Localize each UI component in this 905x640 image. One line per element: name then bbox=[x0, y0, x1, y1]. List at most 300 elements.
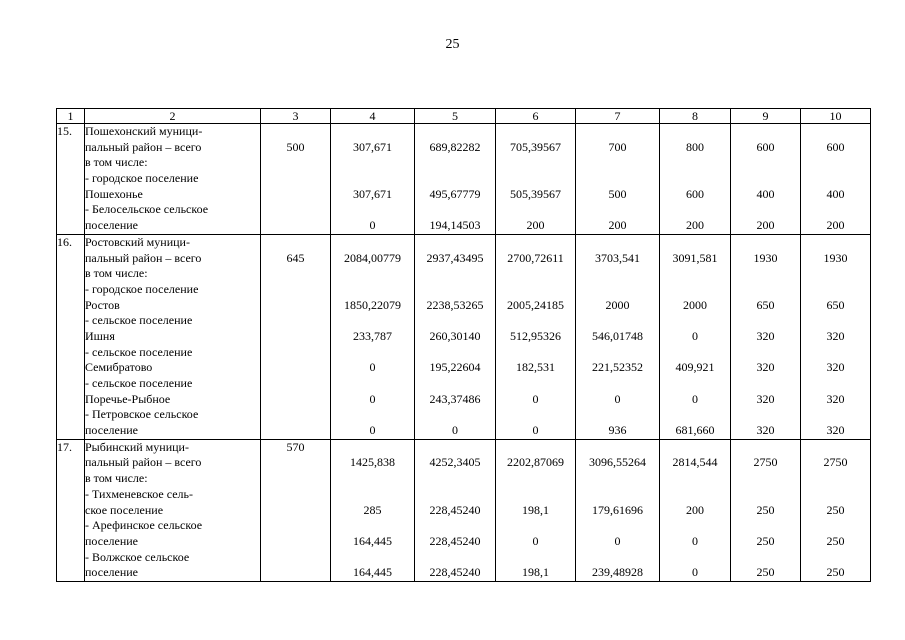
value-cell bbox=[331, 487, 414, 503]
value-cell bbox=[496, 487, 575, 503]
value-cell bbox=[415, 202, 495, 218]
value-cell bbox=[576, 266, 659, 282]
value-cell bbox=[801, 440, 870, 456]
value-cell bbox=[415, 282, 495, 298]
value-cell: 645 bbox=[286, 250, 305, 265]
value-cell bbox=[731, 407, 800, 423]
value-cell: 221,52352 bbox=[592, 360, 643, 375]
value-cell: 195,22604 bbox=[429, 360, 481, 375]
value-column-10 bbox=[801, 124, 871, 235]
value-cell: 239,48928 bbox=[592, 565, 643, 580]
value-cell bbox=[801, 376, 870, 392]
value-cell: 320 bbox=[756, 328, 775, 343]
value-cell: 200 bbox=[756, 218, 775, 233]
value-cell bbox=[576, 345, 659, 361]
value-cell bbox=[576, 471, 659, 487]
value-column-7 bbox=[576, 439, 660, 581]
value-cell bbox=[731, 266, 800, 282]
value-cell: 512,95326 bbox=[510, 328, 561, 343]
value-cell: 250 bbox=[826, 565, 845, 580]
description-line: Ростов bbox=[85, 297, 120, 312]
value-cell bbox=[496, 376, 575, 392]
value-cell: 400 bbox=[826, 186, 845, 201]
value-cell bbox=[576, 282, 659, 298]
value-cell: 2202,87069 bbox=[507, 455, 564, 470]
table-row bbox=[57, 234, 871, 439]
value-cell: 1425,838 bbox=[350, 455, 395, 470]
value-cell: 0 bbox=[369, 218, 376, 233]
description-line: Пошехонье bbox=[85, 186, 143, 201]
value-cell: 320 bbox=[826, 423, 845, 438]
district-description bbox=[85, 439, 261, 581]
value-cell bbox=[415, 171, 495, 187]
value-cell: 228,45240 bbox=[429, 565, 481, 580]
value-cell: 600 bbox=[826, 139, 845, 154]
description-line: поселение bbox=[85, 565, 139, 580]
value-cell bbox=[261, 298, 330, 314]
value-cell: 198,1 bbox=[522, 502, 549, 517]
value-cell bbox=[576, 518, 659, 534]
description-line: - сельское поселение bbox=[85, 344, 193, 359]
value-cell: 2238,53265 bbox=[426, 297, 484, 312]
value-cell: 2700,72611 bbox=[507, 250, 564, 265]
value-cell: 200 bbox=[686, 502, 704, 517]
value-cell bbox=[731, 550, 800, 566]
value-cell bbox=[261, 550, 330, 566]
value-cell bbox=[660, 550, 730, 566]
value-cell bbox=[261, 423, 330, 439]
value-cell bbox=[331, 313, 414, 329]
value-cell bbox=[496, 266, 575, 282]
value-cell bbox=[496, 440, 575, 456]
value-column-6 bbox=[496, 439, 576, 581]
header-cell: 2 bbox=[85, 109, 261, 124]
description-line: пальный район – всего bbox=[85, 455, 202, 470]
header-cell: 9 bbox=[731, 109, 801, 124]
value-cell: 2005,24185 bbox=[507, 297, 564, 312]
value-cell: 164,445 bbox=[353, 565, 392, 580]
value-cell bbox=[576, 550, 659, 566]
value-cell bbox=[261, 455, 330, 471]
value-cell bbox=[576, 171, 659, 187]
value-cell bbox=[660, 124, 730, 140]
value-cell: 0 bbox=[692, 533, 698, 548]
value-cell: 936 bbox=[608, 423, 627, 438]
value-cell: 250 bbox=[756, 565, 775, 580]
value-column-4 bbox=[331, 124, 415, 235]
value-cell bbox=[261, 202, 330, 218]
value-cell bbox=[576, 440, 659, 456]
value-cell bbox=[331, 345, 414, 361]
value-cell: 250 bbox=[756, 502, 775, 517]
value-cell: 250 bbox=[756, 533, 775, 548]
value-cell bbox=[731, 313, 800, 329]
value-cell bbox=[731, 376, 800, 392]
value-cell bbox=[261, 565, 330, 581]
district-description bbox=[85, 124, 261, 235]
value-cell: 200 bbox=[608, 218, 627, 233]
value-cell: 400 bbox=[756, 186, 775, 201]
value-cell: 2937,43495 bbox=[426, 250, 484, 265]
value-cell bbox=[660, 471, 730, 487]
value-cell: 250 bbox=[826, 533, 845, 548]
row-number-text: 15. bbox=[57, 124, 72, 138]
value-column-6 bbox=[496, 234, 576, 439]
value-cell bbox=[331, 407, 414, 423]
value-cell bbox=[331, 171, 414, 187]
value-column-8 bbox=[660, 439, 731, 581]
value-cell bbox=[261, 235, 330, 251]
value-cell bbox=[731, 235, 800, 251]
value-column-4 bbox=[331, 234, 415, 439]
value-cell: 600 bbox=[756, 139, 775, 154]
value-cell bbox=[261, 266, 330, 282]
value-cell: 0 bbox=[614, 533, 621, 548]
value-column-8 bbox=[660, 234, 731, 439]
value-cell: 1850,22079 bbox=[344, 297, 401, 312]
value-cell bbox=[576, 124, 659, 140]
value-column-4 bbox=[331, 439, 415, 581]
value-cell bbox=[660, 171, 730, 187]
value-cell bbox=[576, 235, 659, 251]
row-number bbox=[57, 124, 85, 235]
description-line: - сельское поселение bbox=[85, 313, 193, 328]
value-cell bbox=[731, 124, 800, 140]
value-column-10 bbox=[801, 439, 871, 581]
value-cell bbox=[261, 518, 330, 534]
value-cell: 700 bbox=[608, 139, 627, 154]
value-cell bbox=[496, 282, 575, 298]
value-cell: 320 bbox=[756, 391, 775, 406]
value-cell bbox=[801, 282, 870, 298]
description-line: - городское поселение bbox=[85, 281, 199, 296]
value-cell: 546,01748 bbox=[592, 328, 643, 343]
value-cell: 0 bbox=[369, 391, 376, 406]
value-cell bbox=[496, 471, 575, 487]
value-cell bbox=[496, 171, 575, 187]
value-cell: 800 bbox=[686, 139, 704, 154]
value-cell bbox=[261, 124, 330, 140]
value-cell bbox=[261, 360, 330, 376]
value-cell: 0 bbox=[532, 533, 539, 548]
value-cell: 0 bbox=[692, 328, 698, 343]
value-cell bbox=[731, 518, 800, 534]
description-line: - сельское поселение bbox=[85, 376, 193, 390]
value-column-7 bbox=[576, 124, 660, 235]
value-cell: 0 bbox=[452, 423, 458, 438]
value-cell: 705,39567 bbox=[510, 139, 561, 154]
value-cell: 285 bbox=[363, 502, 382, 517]
description-line: ское поселение bbox=[85, 502, 164, 517]
value-cell: 228,45240 bbox=[429, 502, 481, 517]
description-line: в том числе: bbox=[85, 266, 148, 281]
value-cell bbox=[415, 407, 495, 423]
value-cell bbox=[801, 266, 870, 282]
header-cell: 10 bbox=[801, 109, 871, 124]
value-cell bbox=[415, 124, 495, 140]
value-cell bbox=[731, 440, 800, 456]
value-cell bbox=[660, 376, 730, 392]
value-cell bbox=[261, 487, 330, 503]
value-cell: 3091,581 bbox=[672, 250, 718, 265]
value-cell bbox=[801, 487, 870, 503]
value-cell: 307,671 bbox=[353, 139, 392, 154]
value-cell bbox=[660, 518, 730, 534]
value-column-5 bbox=[415, 439, 496, 581]
description-line: поселение bbox=[85, 423, 139, 438]
value-cell bbox=[415, 155, 495, 171]
header-cell: 3 bbox=[261, 109, 331, 124]
value-cell bbox=[496, 345, 575, 361]
value-cell bbox=[331, 202, 414, 218]
value-cell: 2084,00779 bbox=[344, 250, 401, 265]
value-cell bbox=[801, 235, 870, 251]
value-cell bbox=[496, 155, 575, 171]
value-cell: 650 bbox=[756, 297, 775, 312]
value-cell: 689,82282 bbox=[429, 139, 481, 154]
value-cell: 0 bbox=[692, 391, 698, 406]
value-cell: 0 bbox=[692, 565, 698, 580]
value-cell bbox=[261, 187, 330, 203]
value-cell bbox=[331, 235, 414, 251]
value-cell bbox=[576, 487, 659, 503]
value-cell bbox=[496, 235, 575, 251]
value-cell bbox=[660, 440, 730, 456]
district-description bbox=[85, 234, 261, 439]
value-cell bbox=[496, 313, 575, 329]
value-cell bbox=[801, 471, 870, 487]
value-cell bbox=[801, 345, 870, 361]
value-cell bbox=[261, 392, 330, 408]
value-cell bbox=[660, 235, 730, 251]
value-cell: 228,45240 bbox=[429, 533, 481, 548]
value-cell: 500 bbox=[608, 186, 627, 201]
value-cell bbox=[261, 471, 330, 487]
value-cell bbox=[660, 282, 730, 298]
value-column-3 bbox=[261, 234, 331, 439]
value-cell bbox=[576, 202, 659, 218]
value-cell: 1930 bbox=[753, 250, 778, 265]
value-cell: 194,14503 bbox=[429, 218, 481, 233]
description-line: поселение bbox=[85, 533, 139, 548]
value-column-6 bbox=[496, 124, 576, 235]
value-cell bbox=[660, 266, 730, 282]
value-column-8 bbox=[660, 124, 731, 235]
description-line: - Волжское сельское bbox=[85, 549, 190, 564]
value-cell: 0 bbox=[369, 360, 376, 375]
value-cell bbox=[731, 282, 800, 298]
value-cell: 2000 bbox=[683, 297, 707, 312]
table-row bbox=[57, 124, 871, 235]
value-cell bbox=[801, 407, 870, 423]
description-line: в том числе: bbox=[85, 471, 148, 486]
value-column-9 bbox=[731, 124, 801, 235]
value-cell: 200 bbox=[686, 218, 704, 233]
value-column-5 bbox=[415, 124, 496, 235]
description-line: Семибратово bbox=[85, 360, 153, 375]
value-cell: 3096,55264 bbox=[589, 455, 646, 470]
value-cell bbox=[261, 155, 330, 171]
value-cell: 320 bbox=[826, 360, 845, 375]
value-cell bbox=[261, 218, 330, 234]
page-number: 25 bbox=[445, 37, 460, 52]
row-number bbox=[57, 439, 85, 581]
value-cell bbox=[415, 487, 495, 503]
header-cell: 8 bbox=[660, 109, 731, 124]
value-cell: 164,445 bbox=[353, 533, 392, 548]
value-cell: 681,660 bbox=[675, 423, 715, 438]
value-cell bbox=[415, 376, 495, 392]
value-column-3 bbox=[261, 124, 331, 235]
value-cell bbox=[261, 171, 330, 187]
description-line: Поречье-Рыбное bbox=[85, 391, 171, 406]
description-line: Ишня bbox=[85, 328, 115, 343]
description-line: пальный район – всего bbox=[85, 139, 202, 154]
value-column-5 bbox=[415, 234, 496, 439]
value-cell bbox=[801, 518, 870, 534]
value-cell: 2750 bbox=[823, 455, 848, 470]
description-line: Ростовский муници- bbox=[85, 234, 190, 249]
description-line: Пошехонский муници- bbox=[85, 124, 203, 138]
value-cell: 179,61696 bbox=[592, 502, 643, 517]
value-cell bbox=[415, 345, 495, 361]
description-line: - Петровское сельское bbox=[85, 407, 199, 422]
value-cell bbox=[331, 440, 414, 456]
value-cell bbox=[801, 202, 870, 218]
value-cell bbox=[801, 155, 870, 171]
value-column-7 bbox=[576, 234, 660, 439]
value-cell bbox=[496, 202, 575, 218]
value-cell bbox=[496, 407, 575, 423]
description-line: Рыбинский муници- bbox=[85, 439, 189, 454]
value-cell bbox=[415, 266, 495, 282]
value-cell bbox=[660, 155, 730, 171]
value-cell: 500 bbox=[286, 139, 305, 154]
value-cell bbox=[801, 313, 870, 329]
value-cell: 320 bbox=[756, 360, 775, 375]
data-table bbox=[56, 108, 871, 582]
value-cell bbox=[496, 550, 575, 566]
value-cell bbox=[261, 345, 330, 361]
value-cell bbox=[415, 313, 495, 329]
value-cell: 182,531 bbox=[516, 360, 555, 375]
description-line: - Тихменевское сель- bbox=[85, 486, 193, 501]
value-cell: 3703,541 bbox=[595, 250, 640, 265]
value-cell: 505,39567 bbox=[510, 186, 561, 201]
value-cell: 200 bbox=[826, 218, 845, 233]
value-cell bbox=[331, 124, 414, 140]
header-cell: 7 bbox=[576, 109, 660, 124]
value-cell bbox=[415, 518, 495, 534]
value-cell: 198,1 bbox=[522, 565, 549, 580]
description-line: пальный район – всего bbox=[85, 250, 202, 265]
value-cell bbox=[731, 471, 800, 487]
value-cell: 570 bbox=[286, 439, 305, 454]
value-cell: 0 bbox=[369, 423, 376, 438]
value-cell bbox=[261, 376, 330, 392]
value-cell bbox=[261, 534, 330, 550]
value-cell bbox=[731, 171, 800, 187]
value-column-9 bbox=[731, 234, 801, 439]
value-cell bbox=[660, 407, 730, 423]
table-row bbox=[57, 439, 871, 581]
value-cell bbox=[576, 313, 659, 329]
value-cell bbox=[331, 155, 414, 171]
value-column-3 bbox=[261, 439, 331, 581]
value-cell bbox=[731, 155, 800, 171]
value-cell: 307,671 bbox=[353, 186, 392, 201]
value-cell bbox=[415, 550, 495, 566]
row-number-text: 17. bbox=[57, 439, 72, 454]
value-column-9 bbox=[731, 439, 801, 581]
value-cell: 495,67779 bbox=[429, 186, 481, 201]
value-cell bbox=[660, 487, 730, 503]
value-cell: 320 bbox=[826, 391, 845, 406]
value-cell bbox=[331, 266, 414, 282]
value-cell bbox=[331, 550, 414, 566]
value-cell bbox=[331, 282, 414, 298]
value-cell: 409,921 bbox=[675, 360, 715, 375]
header-row bbox=[57, 109, 871, 124]
value-cell: 233,787 bbox=[353, 328, 392, 343]
table-body bbox=[57, 109, 871, 582]
value-cell: 200 bbox=[526, 218, 545, 233]
value-cell bbox=[660, 345, 730, 361]
value-cell bbox=[576, 407, 659, 423]
value-cell: 0 bbox=[532, 391, 539, 406]
value-cell bbox=[415, 235, 495, 251]
value-cell: 2750 bbox=[753, 455, 778, 470]
value-cell: 250 bbox=[826, 502, 845, 517]
value-cell bbox=[415, 471, 495, 487]
value-cell: 243,37486 bbox=[429, 391, 481, 406]
header-cell: 5 bbox=[415, 109, 496, 124]
value-cell bbox=[261, 407, 330, 423]
value-cell bbox=[415, 440, 495, 456]
value-cell bbox=[731, 202, 800, 218]
description-line: в том числе: bbox=[85, 155, 148, 170]
header-cell: 1 bbox=[57, 109, 85, 124]
value-cell: 1930 bbox=[823, 250, 848, 265]
value-cell bbox=[261, 313, 330, 329]
description-line: - Арефинское сельское bbox=[85, 518, 203, 533]
value-cell bbox=[261, 503, 330, 519]
row-number-text: 16. bbox=[57, 234, 72, 249]
value-cell: 650 bbox=[826, 297, 845, 312]
value-cell bbox=[801, 124, 870, 140]
value-column-10 bbox=[801, 234, 871, 439]
value-cell: 320 bbox=[756, 423, 775, 438]
value-cell bbox=[801, 171, 870, 187]
value-cell bbox=[660, 202, 730, 218]
value-cell bbox=[331, 471, 414, 487]
row-number bbox=[57, 234, 85, 439]
value-cell: 4252,3405 bbox=[429, 455, 481, 470]
value-cell bbox=[660, 313, 730, 329]
value-cell bbox=[576, 376, 659, 392]
header-cell: 6 bbox=[496, 109, 576, 124]
value-cell: 600 bbox=[686, 186, 704, 201]
value-cell bbox=[331, 518, 414, 534]
value-cell: 0 bbox=[532, 423, 539, 438]
value-cell: 2000 bbox=[605, 297, 630, 312]
value-cell: 260,30140 bbox=[429, 328, 481, 343]
description-line: поселение bbox=[85, 218, 139, 233]
value-cell bbox=[261, 282, 330, 298]
value-cell bbox=[496, 124, 575, 140]
value-cell bbox=[576, 155, 659, 171]
value-cell bbox=[261, 329, 330, 345]
